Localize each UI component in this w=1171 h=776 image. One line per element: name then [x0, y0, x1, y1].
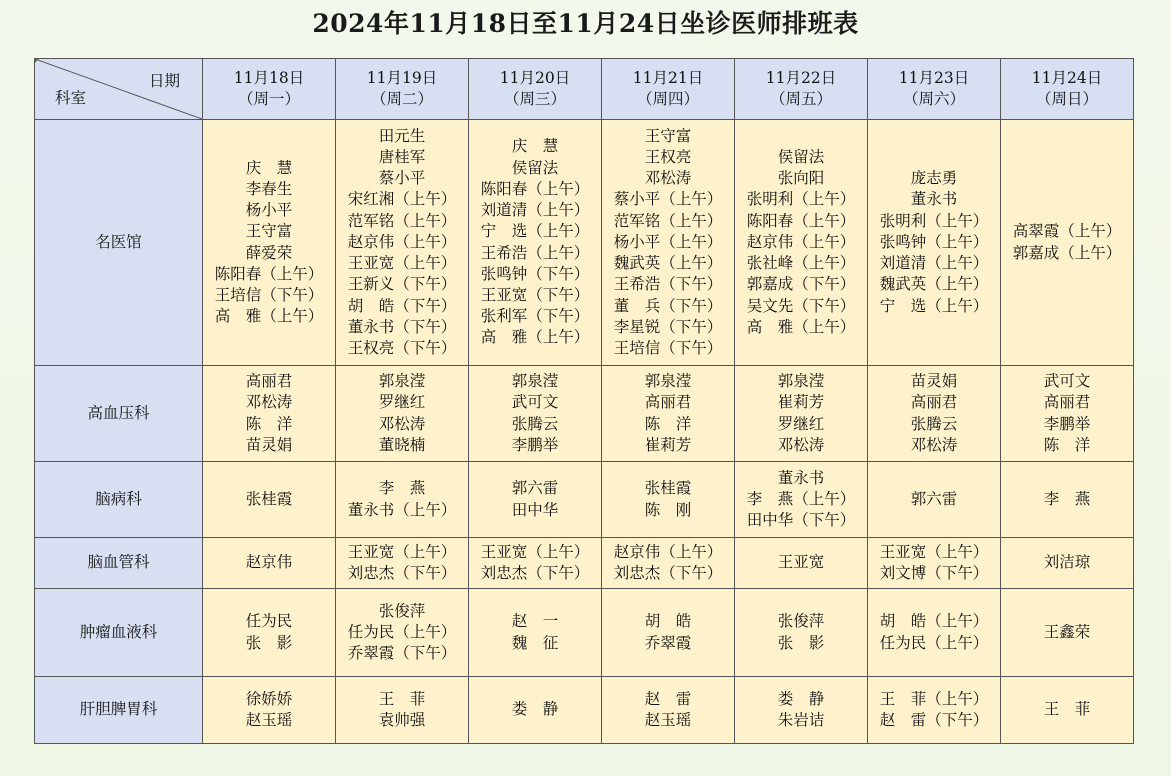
doctor-name: 张明利（上午） — [746, 190, 856, 209]
doctor-name: 高丽君 — [1043, 393, 1091, 412]
doctor-name: 刘洁琼 — [1043, 553, 1091, 572]
doctor-list — [348, 601, 457, 665]
doctor-name: 武可文 — [511, 393, 559, 412]
doctor-list — [1013, 221, 1122, 263]
table-row — [35, 366, 1134, 462]
schedule-cell — [735, 462, 868, 538]
schedule-cell — [602, 462, 735, 538]
doctor-list — [1044, 489, 1091, 510]
doctor-name: 薛爱荣 — [214, 243, 293, 262]
doctor-list — [246, 611, 293, 653]
doctor-name: 赵京伟（上午） — [746, 232, 856, 251]
schedule-cell — [203, 589, 336, 677]
schedule-cell — [735, 589, 868, 677]
doctor-name: 任为民 — [245, 612, 293, 631]
day-header — [203, 59, 336, 120]
schedule-cell — [336, 589, 469, 677]
doctor-name: 李 燕 — [1043, 489, 1091, 508]
day-header — [1001, 59, 1134, 120]
schedule-cell — [469, 366, 602, 462]
day-header — [868, 59, 1001, 120]
schedule-cell — [469, 462, 602, 538]
doctor-name: 魏武英（上午） — [613, 254, 723, 273]
doctor-name: 崔莉芳 — [777, 393, 825, 412]
doctor-name: 邓松涛 — [777, 435, 825, 454]
doctor-name: 庞志勇 — [879, 169, 958, 188]
schedule-cell — [1001, 462, 1134, 538]
schedule-cell — [868, 366, 1001, 462]
day-date: 11月23日 — [898, 68, 970, 87]
corner-date-label: 日期 — [148, 72, 180, 90]
day-weekday: （周三） — [503, 90, 566, 108]
doctor-list — [778, 552, 825, 573]
doctor-list — [645, 478, 692, 520]
doctor-name: 王培信（下午） — [214, 285, 324, 304]
doctor-list — [481, 136, 590, 348]
doctor-name: 张俊萍 — [347, 601, 426, 620]
day-date: 11月24日 — [1031, 68, 1103, 87]
doctor-name: 王亚宽（下午） — [480, 285, 590, 304]
doctor-name: 董 兵（下午） — [613, 296, 723, 315]
doctor-name: 罗继红 — [777, 414, 825, 433]
doctor-list — [1044, 371, 1091, 456]
doctor-name: 陈阳春（上午） — [214, 264, 324, 283]
doctor-name: 王权亮 — [613, 148, 692, 167]
doctor-name: 娄 静 — [511, 700, 559, 719]
schedule-cell — [1001, 120, 1134, 366]
doctor-list — [246, 552, 293, 573]
doctor-name: 刘忠杰（下午） — [480, 564, 590, 582]
doctor-name: 张鸣钟（上午） — [879, 232, 989, 251]
doctor-name: 魏 征 — [511, 633, 559, 652]
doctor-name: 王希浩（上午） — [480, 243, 590, 262]
doctor-list — [747, 147, 856, 338]
doctor-list — [379, 689, 426, 731]
doctor-name: 任为民（上午） — [347, 622, 457, 641]
day-header — [735, 59, 868, 120]
doctor-name: 邓松涛 — [245, 393, 293, 412]
schedule-body — [35, 120, 1134, 744]
doctor-name: 赵京伟（上午） — [347, 232, 457, 251]
doctor-name: 高丽君 — [644, 393, 692, 412]
doctor-name: 高 雅（上午） — [480, 328, 590, 347]
doctor-name: 李鹏举 — [1043, 414, 1091, 433]
doctor-name: 张利军（下午） — [480, 307, 590, 326]
doctor-list — [1044, 552, 1091, 573]
doctor-name: 王守富 — [613, 126, 692, 145]
doctor-list — [512, 699, 559, 720]
doctor-name: 田中华 — [511, 500, 559, 519]
day-date: 11月21日 — [632, 68, 704, 87]
doctor-name: 赵玉瑶 — [644, 711, 692, 729]
header-row — [35, 59, 1134, 120]
department-cell: 脑病科 — [35, 462, 203, 538]
doctor-list — [246, 689, 293, 731]
schedule-cell — [1001, 538, 1134, 589]
doctor-name: 乔翠霞 — [644, 633, 692, 652]
department-cell: 肝胆脾胃科 — [35, 677, 203, 744]
doctor-name: 王新义（下午） — [347, 275, 457, 294]
doctor-name: 任为民（上午） — [879, 633, 989, 652]
doctor-list — [880, 689, 989, 731]
department-cell: 肿瘤血液科 — [35, 589, 203, 677]
doctor-list — [645, 371, 692, 456]
doctor-list — [246, 489, 293, 510]
doctor-name: 唐桂军 — [347, 148, 426, 167]
day-header — [469, 59, 602, 120]
doctor-name: 胡 皓（下午） — [347, 296, 457, 315]
corner-header — [35, 59, 203, 120]
schedule-cell — [203, 538, 336, 589]
doctor-name: 郭嘉成（上午） — [1012, 243, 1122, 262]
table-row — [35, 589, 1134, 677]
doctor-list — [512, 478, 559, 520]
doctor-name: 高丽君 — [245, 372, 293, 391]
day-date: 11月18日 — [233, 68, 305, 87]
corner-dept-label: 科室 — [55, 88, 87, 107]
schedule-cell — [868, 462, 1001, 538]
day-weekday: （周五） — [769, 90, 832, 108]
doctor-name: 蔡小平 — [347, 169, 426, 188]
schedule-cell — [203, 677, 336, 744]
day-weekday: （周一） — [237, 90, 300, 108]
doctor-name: 刘忠杰（下午） — [347, 564, 457, 582]
doctor-name: 张腾云 — [910, 414, 958, 433]
doctor-name: 张社峰（上午） — [746, 254, 856, 273]
doctor-name: 蔡小平（上午） — [613, 190, 723, 209]
doctor-name: 郭嘉成（下午） — [746, 275, 856, 294]
doctor-name: 董晓楠 — [378, 435, 426, 454]
doctor-name: 杨小平 — [214, 201, 293, 220]
doctor-name: 娄 静 — [777, 689, 825, 708]
doctor-list — [348, 542, 457, 584]
doctor-name: 胡 皓（上午） — [879, 612, 989, 631]
doctor-name: 王亚宽（上午） — [879, 542, 989, 561]
doctor-name: 张桂霞 — [245, 489, 293, 508]
department-cell: 名医馆 — [35, 120, 203, 366]
doctor-list — [645, 611, 692, 653]
day-weekday: （周日） — [1035, 90, 1098, 108]
doctor-name: 陈阳春（上午） — [746, 211, 856, 230]
doctor-list — [880, 168, 989, 316]
schedule-cell — [735, 538, 868, 589]
doctor-list — [614, 542, 723, 584]
table-row — [35, 120, 1134, 366]
doctor-name: 李 燕（上午） — [746, 489, 856, 508]
doctor-name: 赵 雷 — [644, 689, 692, 708]
doctor-name: 刘道清（上午） — [879, 254, 989, 273]
doctor-name: 范军铭（上午） — [347, 211, 457, 230]
doctor-list — [348, 126, 457, 359]
doctor-name: 王希浩（下午） — [613, 275, 723, 294]
doctor-list — [348, 478, 457, 520]
schedule-cell — [868, 120, 1001, 366]
doctor-name: 张 影 — [777, 633, 825, 652]
doctor-list — [747, 468, 856, 532]
doctor-name: 高翠霞（上午） — [1012, 222, 1122, 241]
doctor-name: 乔翠霞（下午） — [347, 644, 457, 663]
doctor-name: 赵 雷（下午） — [879, 711, 989, 729]
doctor-name: 陈 刚 — [644, 500, 692, 519]
schedule-cell — [469, 538, 602, 589]
doctor-list — [512, 611, 559, 653]
doctor-name: 王亚宽（上午） — [347, 542, 457, 561]
doctor-name: 宋红湘（上午） — [347, 190, 457, 209]
schedule-cell — [1001, 677, 1134, 744]
schedule-cell — [602, 589, 735, 677]
doctor-name: 庆 慧 — [480, 137, 559, 156]
doctor-name: 郭六雷 — [910, 489, 958, 508]
day-date: 11月19日 — [366, 68, 438, 87]
doctor-name: 朱岩诘 — [777, 711, 825, 729]
doctor-name: 王 菲 — [1043, 700, 1091, 719]
schedule-cell — [868, 589, 1001, 677]
schedule-cell — [469, 589, 602, 677]
doctor-name: 王 菲（上午） — [879, 689, 989, 708]
schedule-cell — [602, 366, 735, 462]
schedule-cell — [469, 677, 602, 744]
schedule-cell — [1001, 366, 1134, 462]
doctor-name: 宁 选（上午） — [879, 296, 989, 315]
doctor-list — [645, 689, 692, 731]
doctor-name: 范军铭（上午） — [613, 211, 723, 230]
doctor-name: 郭泉滢 — [511, 372, 559, 391]
schedule-cell — [336, 120, 469, 366]
table-row — [35, 462, 1134, 538]
doctor-list — [778, 371, 825, 456]
table-row — [35, 677, 1134, 744]
doctor-name: 赵 一 — [511, 612, 559, 631]
schedule-cell — [336, 677, 469, 744]
day-weekday: （周六） — [902, 90, 965, 108]
page-title: 2024年11月18日至11月24日坐诊医师排班表 — [312, 9, 859, 38]
schedule-cell — [1001, 589, 1134, 677]
doctor-name: 武可文 — [1043, 372, 1091, 391]
schedule-cell — [203, 366, 336, 462]
doctor-name: 侯留法 — [746, 148, 825, 167]
doctor-name: 张腾云 — [511, 414, 559, 433]
doctor-name: 王培信（下午） — [613, 338, 723, 357]
doctor-name: 刘忠杰（下午） — [613, 564, 723, 582]
schedule-cell — [336, 538, 469, 589]
doctor-name: 魏武英（上午） — [879, 275, 989, 294]
doctor-name: 赵玉瑶 — [245, 711, 293, 729]
doctor-name: 李 燕 — [347, 479, 426, 498]
doctor-name: 董永书 — [879, 190, 958, 209]
doctor-name: 侯留法 — [480, 158, 559, 177]
schedule-cell — [602, 120, 735, 366]
doctor-name: 陈阳春（上午） — [480, 179, 590, 198]
doctor-name: 陈 洋 — [1043, 435, 1091, 454]
department-cell: 高血压科 — [35, 366, 203, 462]
doctor-name: 王亚宽 — [777, 553, 825, 572]
doctor-name: 王鑫荣 — [1043, 622, 1091, 641]
schedule-cell — [868, 538, 1001, 589]
doctor-name: 张明利（上午） — [879, 211, 989, 230]
doctor-list — [215, 158, 324, 328]
doctor-name: 田中华（下午） — [746, 511, 856, 530]
schedule-cell — [735, 677, 868, 744]
schedule-cell — [469, 120, 602, 366]
schedule-cell — [868, 677, 1001, 744]
schedule-cell — [203, 462, 336, 538]
doctor-name: 崔莉芳 — [644, 435, 692, 454]
schedule-cell — [203, 120, 336, 366]
doctor-name: 徐娇娇 — [245, 689, 293, 708]
schedule-cell — [735, 366, 868, 462]
doctor-name: 刘文博（下午） — [879, 564, 989, 582]
doctor-name: 高 雅（上午） — [214, 307, 324, 326]
doctor-name: 邓松涛 — [910, 435, 958, 454]
doctor-name: 高 雅（上午） — [746, 317, 856, 336]
doctor-name: 田元生 — [347, 126, 426, 145]
doctor-name: 胡 皓 — [644, 612, 692, 631]
doctor-name: 董永书 — [746, 468, 825, 487]
doctor-list — [512, 371, 559, 456]
schedule-cell — [602, 677, 735, 744]
doctor-list — [614, 126, 723, 359]
day-date: 11月20日 — [499, 68, 571, 87]
doctor-name: 张向阳 — [746, 169, 825, 188]
doctor-list — [1044, 622, 1091, 643]
doctor-name: 王 菲 — [378, 689, 426, 708]
day-header — [602, 59, 735, 120]
doctor-name: 杨小平（上午） — [613, 232, 723, 251]
doctor-name: 郭泉滢 — [378, 372, 426, 391]
doctor-list — [1044, 699, 1091, 720]
doctor-list — [911, 371, 958, 456]
day-weekday: （周四） — [636, 90, 699, 108]
doctor-name: 王守富 — [214, 222, 293, 241]
doctor-name: 王亚宽（上午） — [347, 254, 457, 273]
schedule-cell — [336, 462, 469, 538]
doctor-name: 张鸣钟（下午） — [480, 264, 590, 283]
doctor-name: 庆 慧 — [214, 158, 293, 177]
doctor-name: 李春生 — [214, 179, 293, 198]
doctor-name: 王权亮（下午） — [347, 338, 457, 357]
doctor-name: 董永书（上午） — [347, 500, 457, 519]
doctor-list — [481, 542, 590, 584]
schedule-cell — [602, 538, 735, 589]
doctor-name: 刘道清（上午） — [480, 201, 590, 220]
doctor-name: 陈 洋 — [644, 414, 692, 433]
schedule-cell — [735, 120, 868, 366]
doctor-name: 袁帅强 — [378, 711, 426, 729]
doctor-list — [880, 611, 989, 653]
doctor-name: 郭泉滢 — [777, 372, 825, 391]
doctor-name: 高丽君 — [910, 393, 958, 412]
doctor-name: 张俊萍 — [777, 612, 825, 631]
doctor-name: 赵京伟（上午） — [613, 542, 723, 561]
doctor-name: 李鹏举 — [511, 435, 559, 454]
doctor-list — [246, 371, 293, 456]
doctor-list — [778, 611, 825, 653]
schedule-cell — [336, 366, 469, 462]
doctor-name: 张 影 — [245, 633, 293, 652]
doctor-name: 王亚宽（上午） — [480, 542, 590, 561]
table-row — [35, 538, 1134, 589]
doctor-name: 苗灵娟 — [910, 372, 958, 391]
doctor-name: 郭泉滢 — [644, 372, 692, 391]
department-cell: 脑血管科 — [35, 538, 203, 589]
doctor-name: 罗继红 — [378, 393, 426, 412]
doctor-name: 董永书（下午） — [347, 317, 457, 336]
doctor-list — [911, 489, 958, 510]
doctor-list — [778, 689, 825, 731]
day-header — [336, 59, 469, 120]
doctor-list — [880, 542, 989, 584]
doctor-name: 赵京伟 — [245, 553, 293, 572]
schedule-table — [34, 58, 1134, 744]
doctor-name: 苗灵娟 — [245, 435, 293, 454]
doctor-name: 陈 洋 — [245, 414, 293, 433]
doctor-name: 宁 选（上午） — [480, 222, 590, 241]
day-weekday: （周二） — [370, 90, 433, 108]
doctor-name: 李星锐（下午） — [613, 317, 723, 336]
doctor-list — [379, 371, 426, 456]
doctor-name: 邓松涛 — [613, 169, 692, 188]
doctor-name: 郭六雷 — [511, 479, 559, 498]
day-date: 11月22日 — [765, 68, 837, 87]
doctor-name: 张桂霞 — [644, 479, 692, 498]
doctor-name: 吴文先（下午） — [746, 296, 856, 315]
doctor-name: 邓松涛 — [378, 414, 426, 433]
